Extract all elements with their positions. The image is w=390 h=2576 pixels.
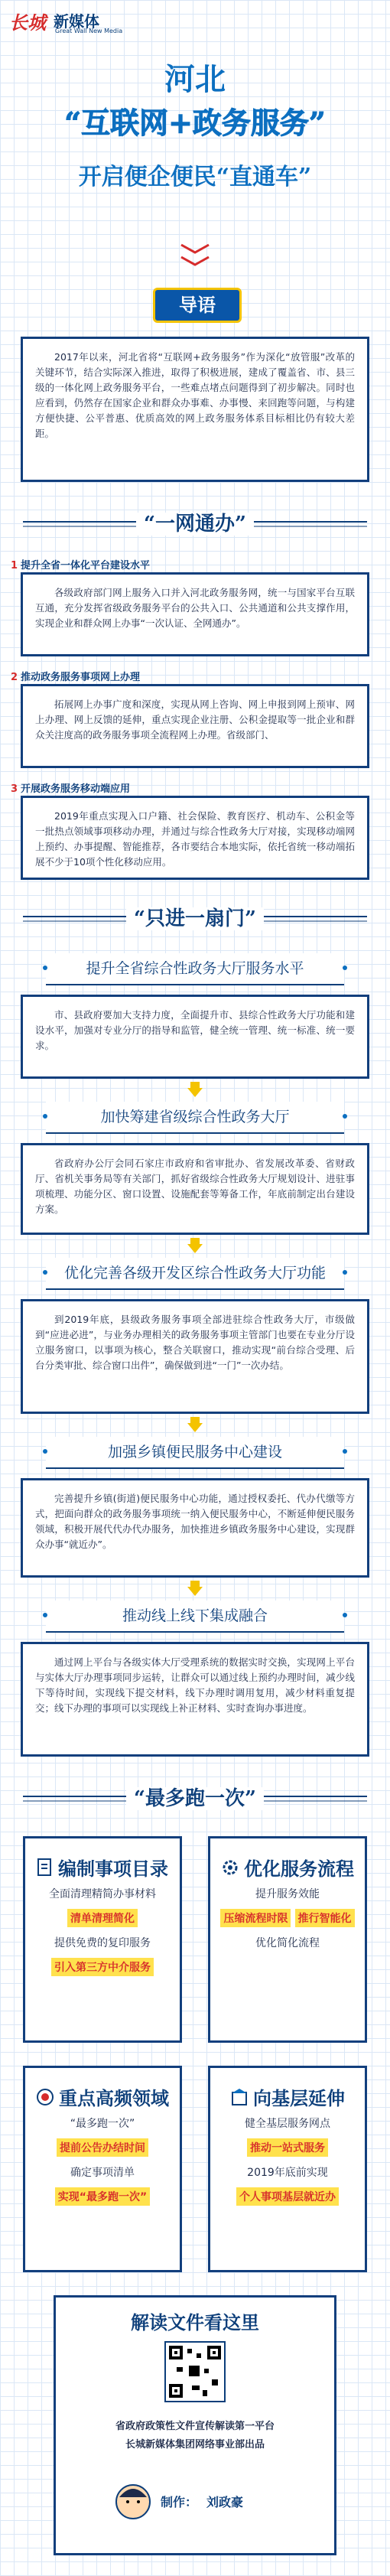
target-icon (36, 2088, 54, 2111)
section2-item3-box: 到2019年底，县级政务服务事项全部进驻综合性政务大厅，市级做到“应进必进”，与业务办理相关的政务服务事项主管部门也要在专业分厅设立服务窗口，以事项为核心，整合关联窗口，推动实现“前台综合受理、后台分类审批、综合窗口出件”，确保做到进“一门”一次办结。 (21, 1299, 369, 1414)
section2-item4-banner: 加强乡镇便民服务中心建设 (46, 1437, 344, 1469)
section2-item5-banner: 推动线上线下集成融合 (46, 1601, 344, 1633)
avatar (115, 2483, 151, 2523)
chevron-down-icon (180, 256, 210, 266)
section3-title: “最多跑一次” (0, 1783, 390, 1811)
section1-item2-head: 2 推动政务服务事项网上办理 (11, 672, 141, 683)
section1-item1-box: 各级政府部门网上服务入口并入河北政务服务网，统一与国家平台互联互通，充分发挥省级政务服务平台的公共入口、公共通道和公共支撑作用，实现企业和群众网上办事“一次认证、全网通办”。 (21, 572, 369, 656)
logo-sub: Great Wall New Media (55, 28, 123, 34)
arrow-down-icon (187, 1581, 203, 1596)
building-icon (230, 2088, 249, 2111)
title-line2: “互联网+政务服务” (64, 106, 326, 140)
credit-line1: 省政府政策性文件宣传解读第一平台 (115, 2421, 275, 2432)
logo-media: 新媒体 (54, 12, 99, 31)
document-icon (37, 1858, 54, 1881)
author (115, 2479, 275, 2525)
intro-badge: 导语 (153, 288, 242, 323)
section2-title: “只进一扇门” (0, 903, 390, 931)
title-line3: 开启便企便民“直通车” (78, 164, 312, 191)
logo (9, 8, 132, 34)
section2-item1-box: 市、县政府要加大支持力度，全面提升市、县综合性政务大厅功能和建设水平，加强对专业分厅的指导和监管，健全统一管理、统一标准、统一要求。 (21, 995, 369, 1079)
section1-item1-head: 1 提升全省一体化平台建设水平 (11, 560, 151, 572)
arrow-down-icon (187, 1417, 203, 1432)
section1-title: “一网通办” (0, 508, 390, 536)
title-line1: 河北 (164, 61, 226, 97)
gear-icon (221, 1858, 239, 1881)
section2-item5-box: 通过网上平台与各级实体大厅受理系统的数据实时交换，实现网上平台与实体大厅办理事项同步运转，让群众可以通过线上预约办理时间，减少线下等待时间，实现线下提交材料，线下办理时调用复用，减少材料重复提交；线下办理的事项可以实现线上补正材料、实时查询办事进度。 (21, 1642, 369, 1757)
section1-item3-head: 3 开展政务服务移动端应用 (11, 783, 131, 795)
section2-item2-banner: 加快筹建省级综合性政务大厅 (46, 1102, 344, 1134)
qr-code[interactable] (164, 2341, 226, 2402)
section2-item3-banner: 优化完善各级开发区综合性政务大厅功能 (46, 1258, 344, 1290)
section2-item2-box: 省政府办公厅会同石家庄市政府和省审批办、省发展改革委、省财政厅、省机关事务局等有关部门，抓好省级综合性政务大厅规划设计、进驻事项梳理、功能分区、窗口设置、设施配套等筹备工作，年底前制定出台建设方案。 (21, 1143, 369, 1235)
intro-text: 2017年以来，河北省将“互联网+政务服务”作为深化“放管服”改革的关键环节，结合实际深入推进，取得了积极进展，建成了覆盖省、市、县三级的一体化网上政务服务平台，一些难点堵点问题得到了初步解决。同时也应看到，仍然存在国家企业和群众办事难、办事慢、来回跑等问题，与构建方便快捷、公平普惠、优质高效的网上政务服务体系目标相比仍有较大差距。 (35, 351, 355, 439)
card-catalog: 编制事项目录 全面清理精简办事材料 清单清理简化 提供免费的复印服务 引入第三方中介服务 (23, 1836, 182, 2043)
author-label: 制作： (161, 2495, 198, 2509)
credit-line2: 长城新媒体集团网络事业部出品 (125, 2439, 265, 2451)
section2-item1-banner: 提升全省综合性政务大厅服务水平 (46, 953, 344, 985)
section2-item4-box: 完善提升乡镇(街道)便民服务中心功能，通过授权委托、代办代缴等方式，把面向群众的政务服务事项统一纳入便民服务中心，不断延伸便民服务领域，积极开展代代办代办服务，加快推进乡镇政务服务中心建设，实现群众办事“就近办”。 (21, 1478, 369, 1578)
logo-main: 长城 (9, 11, 46, 34)
arrow-down-icon (187, 1238, 203, 1253)
author-name: 刘政豪 (206, 2495, 244, 2509)
intro-box (21, 337, 369, 482)
chevron-down-icon (180, 243, 210, 254)
qr-code-icon (166, 2343, 224, 2401)
arrow-down-icon (187, 1082, 203, 1097)
section1-item3-box: 2019年重点实现入口户籍、社会保险、教育医疗、机动车、公积金等一批热点领域事项移动办理，并通过与综合性政务大厅对接，实现移动端网上预约、办事提醒、智能推荐，各市要结合本地实际，依托省统一移动端拓展不少于10项个性化移动应用。 (21, 796, 369, 880)
card-process: 优化服务流程 提升服务效能 压缩流程时限 推行智能化 优化简化流程 (208, 1836, 367, 2043)
section1-item2-box: 拓展网上办事广度和深度，实现从网上咨询、网上申报到网上预审、网上办理、网上反馈的延伸，重点实现企业注册、公积金提取等一批企业和群众关注度高的政务服务事项全流程网上办理。省级部门、 (21, 684, 369, 768)
card-hotspots: 重点高频领域 “最多跑一次” 提前公告办结时间 确定事项清单 实现“最多跑一次” (23, 2066, 182, 2272)
qr-title: 解读文件看这里 (131, 2312, 259, 2333)
card-grassroots: 向基层延伸 健全基层服务网点 推动一站式服务 2019年底前实现 个人事项基层就近办 (208, 2066, 367, 2272)
